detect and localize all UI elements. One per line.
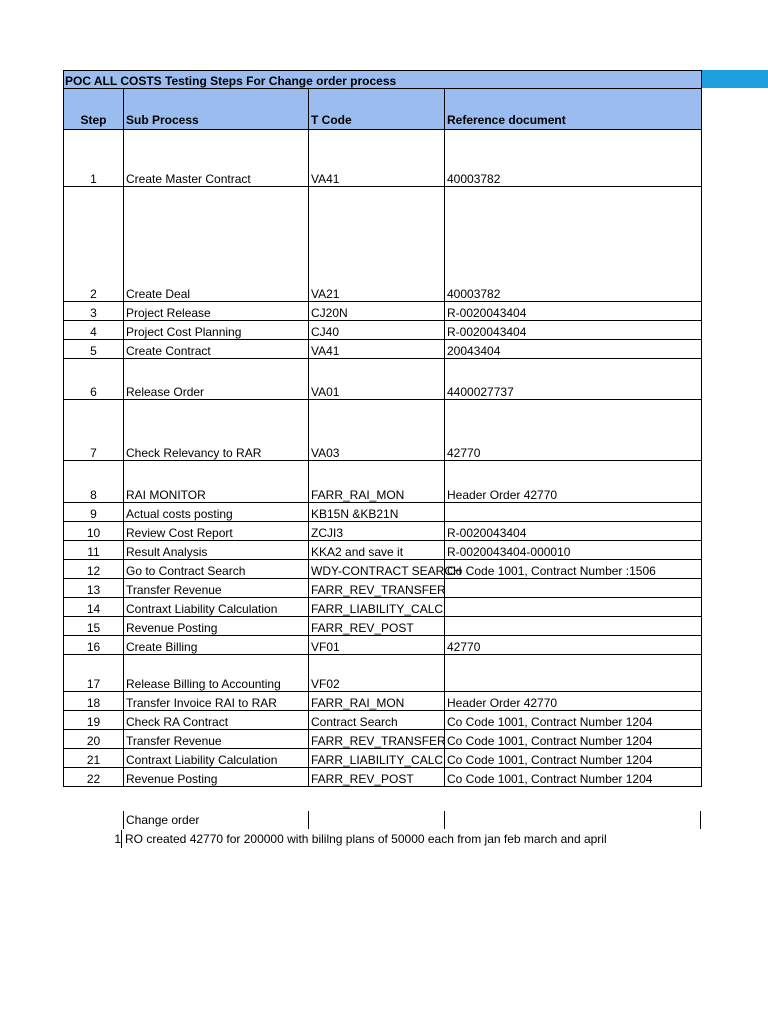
sub-process-cell: Transfer Revenue [124,730,309,749]
step-cell: 7 [64,400,124,461]
table-row [64,400,702,461]
table-row [64,541,702,560]
sub-process-cell: Transfer Revenue [124,579,309,598]
sub-process-cell: Result Analysis [124,541,309,560]
reference-cell: Co Code 1001, Contract Number 1204 [445,711,702,730]
sub-process-cell: Project Cost Planning [124,321,309,340]
reference-cell: 4400027737 [445,359,702,400]
step-cell: 1 [64,130,124,187]
step-cell: 15 [64,617,124,636]
sub-process-cell: Contraxt Liability Calculation [124,598,309,617]
t-code-cell: WDY-CONTRACT SEARCH [309,560,445,579]
t-code-cell: FARR_REV_POST [309,617,445,636]
step-cell: 4 [64,321,124,340]
sub-process-cell: Review Cost Report [124,522,309,541]
t-code-cell: VF01 [309,636,445,655]
t-code-cell: FARR_RAI_MON [309,461,445,503]
table-row [64,730,702,749]
header-sub-process: Sub Process [124,89,309,130]
step-cell: 11 [64,541,124,560]
sub-process-cell: Check Relevancy to RAR [124,400,309,461]
sub-process-cell: Revenue Posting [124,768,309,787]
table-row [64,302,702,321]
t-code-cell: FARR_REV_POST [309,768,445,787]
t-code-cell: CJ20N [309,302,445,321]
reference-cell [445,655,702,692]
step-cell: 20 [64,730,124,749]
header-step: Step [64,89,124,130]
reference-cell [445,598,702,617]
reference-cell: Co Code 1001, Contract Number 1204 [445,730,702,749]
table-row [64,598,702,617]
table-row [64,461,702,503]
t-code-cell: FARR_LIABILITY_CALC [309,598,445,617]
step-cell: 18 [64,692,124,711]
sub-process-cell: Release Order [124,359,309,400]
reference-cell: 20043404 [445,340,702,359]
note-divider [444,811,445,829]
table-row [64,579,702,598]
sub-process-cell: Go to Contract Search [124,560,309,579]
header-reference: Reference document [445,89,702,130]
table-row [64,359,702,400]
reference-cell: R-0020043404 [445,302,702,321]
sub-process-cell: Actual costs posting [124,503,309,522]
note-label: Change order [123,811,309,829]
reference-cell: Co Code 1001, Contract Number 1204 [445,749,702,768]
table-row [64,711,702,730]
t-code-cell: FARR_REV_TRANSFER [309,730,445,749]
step-cell: 10 [64,522,124,541]
reference-cell: 40003782 [445,130,702,187]
reference-cell: 42770 [445,400,702,461]
table-row [64,522,702,541]
sub-process-cell: RAI MONITOR [124,461,309,503]
reference-cell: R-0020043404 [445,522,702,541]
note-divider [700,811,701,829]
sub-process-cell: Create Billing [124,636,309,655]
step-cell: 21 [64,749,124,768]
step-cell: 17 [64,655,124,692]
reference-cell [445,503,702,522]
reference-cell: Header Order 42770 [445,461,702,503]
t-code-cell: Contract Search [309,711,445,730]
step-cell: 16 [64,636,124,655]
step-cell: 6 [64,359,124,400]
t-code-cell: ZCJI3 [309,522,445,541]
header-row [64,89,702,130]
table-row [64,749,702,768]
t-code-cell: FARR_RAI_MON [309,692,445,711]
sub-process-cell: Release Billing to Accounting [124,655,309,692]
table-row [64,321,702,340]
reference-cell: 40003782 [445,187,702,302]
step-cell: 22 [64,768,124,787]
reference-cell: Co Code 1001, Contract Number 1204 [445,768,702,787]
t-code-cell: VA21 [309,187,445,302]
title-row [64,71,702,89]
sub-process-cell: Revenue Posting [124,617,309,636]
sub-process-cell: Create Deal [124,187,309,302]
reference-cell: Co Code 1001, Contract Number :1506 [445,560,702,579]
t-code-cell: KB15N &KB21N [309,503,445,522]
step-cell: 13 [64,579,124,598]
sub-process-cell: Check RA Contract [124,711,309,730]
table-row [64,768,702,787]
step-cell: 19 [64,711,124,730]
step-cell: 5 [64,340,124,359]
header-t-code: T Code [309,89,445,130]
t-code-cell: KKA2 and save it [309,541,445,560]
step-cell: 12 [64,560,124,579]
change-order-note [63,811,701,851]
step-cell: 14 [64,598,124,617]
note-text: RO created 42770 for 200000 with bililng plans of 50000 each from jan feb march and april [121,830,607,848]
table-row [64,692,702,711]
t-code-cell: CJ40 [309,321,445,340]
note-divider [308,811,309,829]
table-row [64,560,702,579]
reference-cell: R-0020043404-000010 [445,541,702,560]
t-code-cell: VA01 [309,359,445,400]
step-cell: 9 [64,503,124,522]
reference-cell: 42770 [445,636,702,655]
accent-bar [701,70,768,88]
reference-cell: Header Order 42770 [445,692,702,711]
table-row [64,340,702,359]
step-cell: 3 [64,302,124,321]
table-row [64,655,702,692]
sub-process-cell: Transfer Invoice RAI to RAR [124,692,309,711]
step-cell: 2 [64,187,124,302]
note-number: 1 [114,832,121,846]
t-code-cell: FARR_REV_TRANSFER [309,579,445,598]
table-row [64,503,702,522]
t-code-cell: VA41 [309,340,445,359]
table-row [64,617,702,636]
t-code-cell: VA41 [309,130,445,187]
table-row [64,187,702,302]
table-row [64,636,702,655]
t-code-cell: VA03 [309,400,445,461]
table-row [64,130,702,187]
steps-table [63,70,702,787]
sub-process-cell: Create Contract [124,340,309,359]
note-line [63,830,607,848]
step-cell: 8 [64,461,124,503]
sheet-title: POC ALL COSTS Testing Steps For Change order process [64,71,702,89]
reference-cell [445,579,702,598]
reference-cell [445,617,702,636]
reference-cell: R-0020043404 [445,321,702,340]
t-code-cell: VF02 [309,655,445,692]
sub-process-cell: Create Master Contract [124,130,309,187]
sub-process-cell: Contraxt Liability Calculation [124,749,309,768]
t-code-cell: FARR_LIABILITY_CALC [309,749,445,768]
sub-process-cell: Project Release [124,302,309,321]
